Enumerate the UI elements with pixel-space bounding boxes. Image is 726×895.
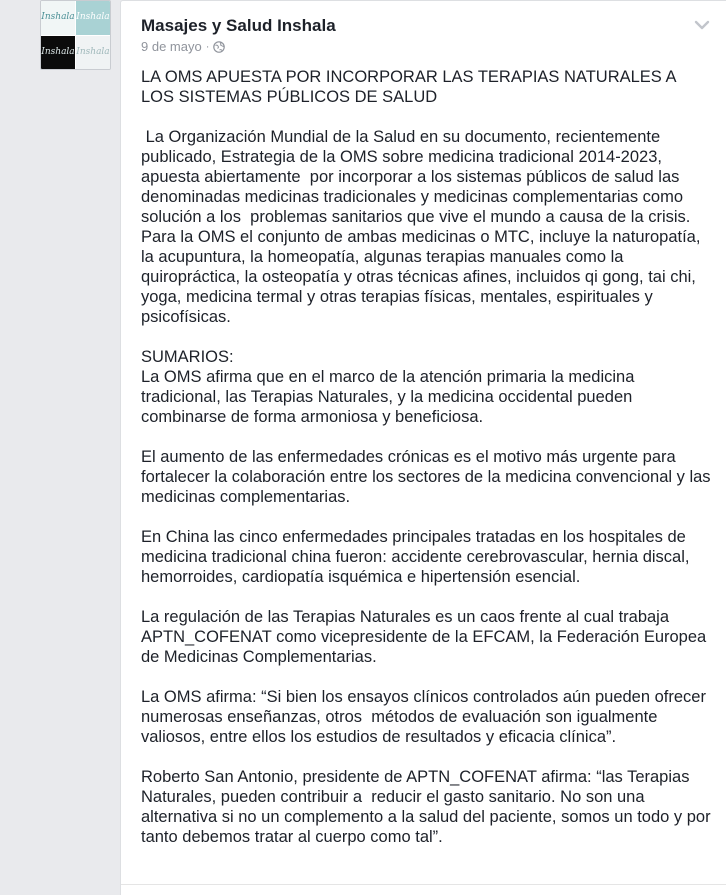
post-paragraph: SUMARIOS: La OMS afirma que en el marco de la atención primaria la medicina tradicional, las Terapias Naturales, y la medicina occidental pueden combinarse de forma armoniosa y beneficiosa. — [141, 348, 635, 426]
avatar-logo-tile — [76, 1, 110, 35]
logo-image: Inshala — [41, 46, 75, 57]
avatar-logo-tile — [41, 1, 75, 35]
post-date-link[interactable]: 9 de mayo — [141, 39, 202, 54]
logo-image: Inshala — [41, 12, 75, 23]
meta-separator: · — [205, 40, 210, 53]
post-meta — [141, 39, 336, 54]
post-message — [141, 67, 716, 847]
chevron-down-icon[interactable] — [694, 19, 710, 31]
avatar-logo-tile — [76, 36, 110, 70]
page-name-link[interactable]: Masajes y Salud Inshala — [141, 16, 336, 35]
post-header — [141, 15, 336, 54]
avatar-logo-tile — [41, 36, 75, 70]
post-paragraph: La OMS afirma: “Si bien los ensayos clínicos controlados aún pueden ofrecer numerosas enseñanzas, otros métodos de evaluación son igualmente valiosos, entre ellos los estudios de resultados y eficacia clínica”. — [141, 688, 711, 746]
logo-image: Inshala — [76, 12, 110, 23]
post-paragraph: Roberto San Antonio, presidente de APTN_COFENAT afirma: “las Terapias Naturales, pueden contribuir a reducir el gasto sanitario. No son una alternativa si no un complemento a la salud del paciente, somos un todo y por tanto debemos tratar al cuerpo como tal”. — [141, 768, 716, 846]
logo-image: Inshala — [76, 46, 110, 57]
post-paragraph: El aumento de las enfermedades crónicas es el motivo más urgente para fortalecer la colaboración entre los sectores de la medicina convencional y las medicinas complementarias. — [141, 448, 716, 506]
post-title: LA OMS APUESTA POR INCORPORAR LAS TERAPIAS NATURALES A LOS SISTEMAS PÚBLICOS DE SALUD — [141, 68, 681, 106]
post-paragraph: La Organización Mundial de la Salud en su documento, recientemente publicado, Estrategia de la OMS sobre medicina tradicional 2014-2023, apuesta abiertamente por incorporar a los sistemas públicos de salud las denominadas medicinas tradicionales y medicinas complementarias como solución a los problemas sanitarios que vive el mundo a causa de la crisis. Para la OMS el conjunto de ambas medicinas o MTC, incluye la naturopatía, la acupuntura, la homeopatía, algunas terapias manuales como la quiropráctica, la osteopatía y otras técnicas afines, incluidos qi gong, tai chi, yoga, medicina termal y otras terapias físicas, mentales, espirituales y psicofísicas. — [141, 128, 706, 326]
globe-icon[interactable] — [213, 41, 225, 53]
post-card — [120, 0, 726, 895]
card-divider — [121, 884, 726, 885]
post-paragraph: En China las cinco enfermedades principales tratadas en los hospitales de medicina tradicional china fueron: accidente cerebrovascular, hernia discal, hemorroides, cardiopatía isquémica e hipertensión esencial. — [141, 528, 695, 586]
post-paragraph: La regulación de las Terapias Naturales es un caos frente al cual trabaja APTN_COFENAT como vicepresidente de la EFCAM, la Federación Europea de Medicinas Complementarias. — [141, 608, 711, 666]
page-avatar[interactable] — [40, 0, 111, 70]
